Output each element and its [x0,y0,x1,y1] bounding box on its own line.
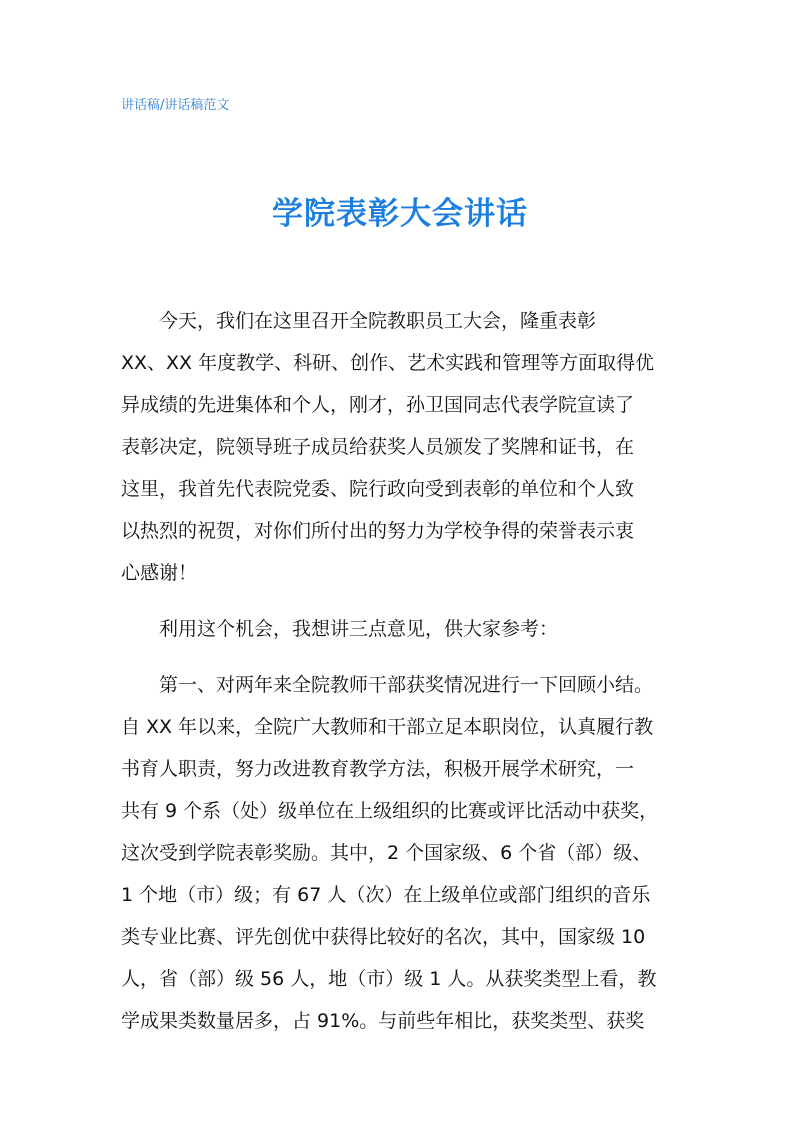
text-line: 第一、对两年来全院教师干部获奖情况进行一下回顾小结。 [159,674,654,696]
paragraph-3 [121,664,683,1042]
text-line: 以热烈的祝贺，对你们所付出的努力为学校争得的荣誉表示衷 [121,520,635,542]
text-line: 人，省（部）级 56 人，地（市）级 1 人。从获奖类型上看，教 [121,968,657,990]
breadcrumb[interactable]: 讲话稿/讲话稿范文 [121,98,230,113]
text-line: 共有 9 个系（处）级单位在上级组织的比赛或评比活动中获奖， [121,800,659,822]
paragraph-2 [121,608,683,650]
text-line: 这次受到学院表彰奖励。其中，2 个国家级、6 个省（部）级、 [121,842,652,864]
text-line: 这里，我首先代表院党委、院行政向受到表彰的单位和个人致 [121,478,635,500]
text-line: 异成绩的先进集体和个人，刚才，孙卫国同志代表学院宣读了 [121,394,635,416]
text-line: 自 XX 年以来，全院广大教师和干部立足本职岗位，认真履行教 [121,716,654,738]
text-line: XX、XX 年度教学、科研、创作、艺术实践和管理等方面取得优 [121,352,655,374]
page-title: 学院表彰大会讲话 [272,196,528,232]
text-line: 表彰决定，院领导班子成员给获奖人员颁发了奖牌和证书，在 [121,436,635,458]
paragraph-1 [121,300,683,594]
text-line: 利用这个机会，我想讲三点意见，供大家参考： [159,618,559,640]
text-line: 心感谢！ [121,562,198,584]
text-line: 类专业比赛、评先创优中获得比较好的名次，其中，国家级 10 [121,926,646,948]
text-line: 书育人职责，努力改进教育教学方法，积极开展学术研究，一 [121,758,635,780]
text-line: 1 个地（市）级；有 67 人（次）在上级单位或部门组织的音乐 [121,884,651,906]
document-body [121,300,683,1042]
text-line: 今天，我们在这里召开全院教职员工大会，隆重表彰 [159,310,597,332]
text-line: 学成果类数量居多，占 91%。与前些年相比，获奖类型、获奖 [121,1010,645,1032]
